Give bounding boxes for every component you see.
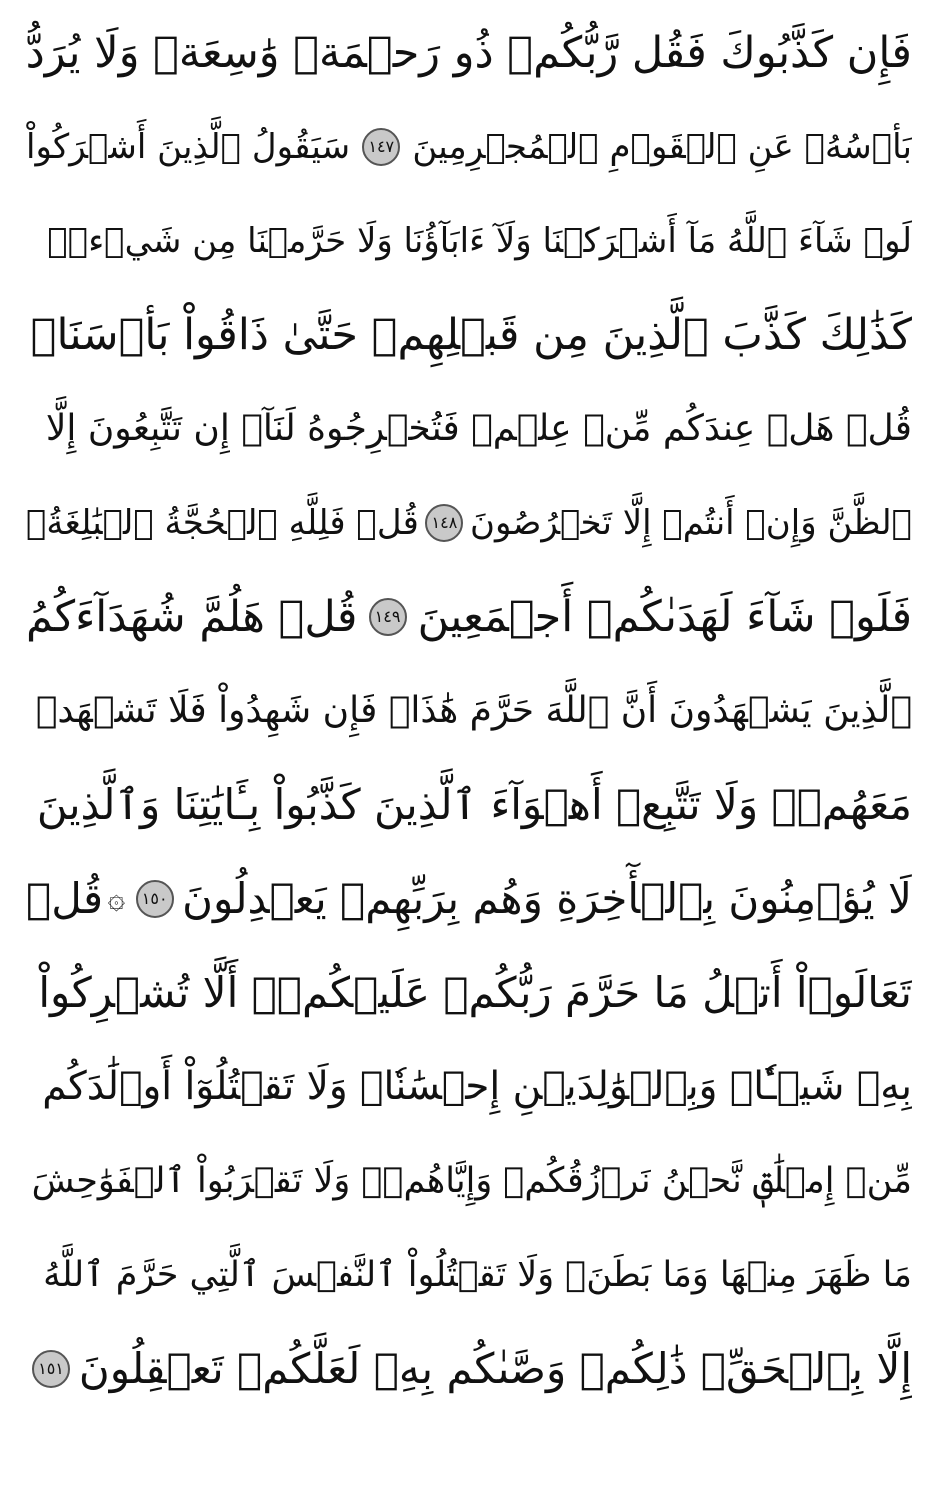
- text-line: [26, 1322, 912, 1416]
- verse-number-marker: ١٥٠: [136, 880, 174, 918]
- text-line: [26, 382, 912, 476]
- text-line: [26, 100, 912, 194]
- verse-text: قُلۡ هَلۡ عِندَكُم مِّنۡ عِلۡمٖ فَتُخۡرِجُوهُ لَنَآۖ إِن تَتَّبِعُونَ إِلَّا: [45, 408, 912, 449]
- text-line: [26, 664, 912, 758]
- verse-text: بَأۡسُهُۥ عَنِ ٱلۡقَوۡمِ ٱلۡمُجۡرِمِينَ: [412, 127, 912, 167]
- verse-number-marker: ١٤٩: [369, 598, 407, 636]
- text-line: [26, 476, 912, 570]
- verse-text: مَا ظَهَرَ مِنۡهَا وَمَا بَطَنَۖ وَلَا تَقۡتُلُواْ ٱلنَّفۡسَ ٱلَّتِي حَرَّمَ ٱللَّهُ: [43, 1255, 912, 1295]
- text-line: [26, 1228, 912, 1322]
- text-line: [26, 288, 912, 382]
- verse-text: قُلۡ: [26, 874, 104, 923]
- verse-number-marker: ١٤٨: [425, 504, 463, 542]
- text-line: [26, 758, 912, 852]
- verse-text: قُلۡ فَلِلَّهِ ٱلۡحُجَّةُ ٱلۡبَٰلِغَةُۖ: [26, 503, 419, 543]
- verse-text: ٱلَّذِينَ يَشۡهَدُونَ أَنَّ ٱللَّهَ حَرَّمَ هَٰذَاۖ فَإِن شَهِدُواْ فَلَا تَشۡهَدۡ: [35, 690, 912, 731]
- text-line: [26, 946, 912, 1040]
- verse-text: مَعَهُمۡۚ وَلَا تَتَّبِعۡ أَهۡوَآءَ ٱلَّذِينَ كَذَّبُواْ بِـَٔايَٰتِنَا وَٱلَّذِينَ: [36, 780, 912, 829]
- verse-text: بِهِۦ شَيۡـٔٗاۖ وَبِٱلۡوَٰلِدَيۡنِ إِحۡسَٰنٗاۖ وَلَا تَقۡتُلُوٓاْ أَوۡلَٰدَكُم: [42, 1064, 912, 1109]
- verse-number-marker: ١٥١: [32, 1350, 70, 1388]
- text-line: [26, 570, 912, 664]
- verse-text: مِّنۡ إِمۡلَٰقٖ نَّحۡنُ نَرۡزُقُكُمۡ وَإِيَّاهُمۡۖ وَلَا تَقۡرَبُواْ ٱلۡفَوَٰحِشَ: [31, 1161, 912, 1201]
- verse-text: كَذَٰلِكَ كَذَّبَ ٱلَّذِينَ مِن قَبۡلِهِمۡ حَتَّىٰ ذَاقُواْ بَأۡسَنَاۗ: [30, 310, 912, 360]
- verse-text: سَيَقُولُ ٱلَّذِينَ أَشۡرَكُواْ: [26, 127, 351, 167]
- verse-text: إِلَّا بِٱلۡحَقِّۚ ذَٰلِكُمۡ وَصَّىٰكُم بِهِۦ لَعَلَّكُمۡ تَعۡقِلُونَ: [78, 1344, 912, 1393]
- verse-text: ٱلظَّنَّ وَإِنۡ أَنتُمۡ إِلَّا تَخۡرُصُونَ: [469, 503, 912, 543]
- verse-text: فَلَوۡ شَآءَ لَهَدَىٰكُمۡ أَجۡمَعِينَ: [417, 592, 912, 642]
- text-line: [26, 1134, 912, 1228]
- hizb-quarter-icon: ۞: [107, 881, 126, 916]
- verse-text: تَعَالَوۡاْ أَتۡلُ مَا حَرَّمَ رَبُّكُمۡ عَلَيۡكُمۡۖ أَلَّا تُشۡرِكُواْ: [38, 968, 912, 1017]
- verse-text: لَا يُؤۡمِنُونَ بِٱلۡأٓخِرَةِ وَهُم بِرَبِّهِمۡ يَعۡدِلُونَ: [182, 874, 912, 923]
- text-line: [26, 194, 912, 288]
- text-line: [26, 852, 912, 946]
- verse-number-marker: ١٤٧: [362, 128, 400, 166]
- verse-lines: [26, 0, 912, 1416]
- text-line: [26, 1040, 912, 1134]
- text-line: [26, 6, 912, 100]
- verse-text: قُلۡ هَلُمَّ شُهَدَآءَكُمُ: [26, 592, 358, 642]
- verse-text: فَإِن كَذَّبُوكَ فَقُل رَّبُّكُمۡ ذُو رَحۡمَةٖ وَٰسِعَةٖ وَلَا يُرَدُّ: [26, 28, 912, 78]
- verse-text: لَوۡ شَآءَ ٱللَّهُ مَآ أَشۡرَكۡنَا وَلَآ ءَابَآؤُنَا وَلَا حَرَّمۡنَا مِن شَيۡءٖۚ: [47, 221, 912, 261]
